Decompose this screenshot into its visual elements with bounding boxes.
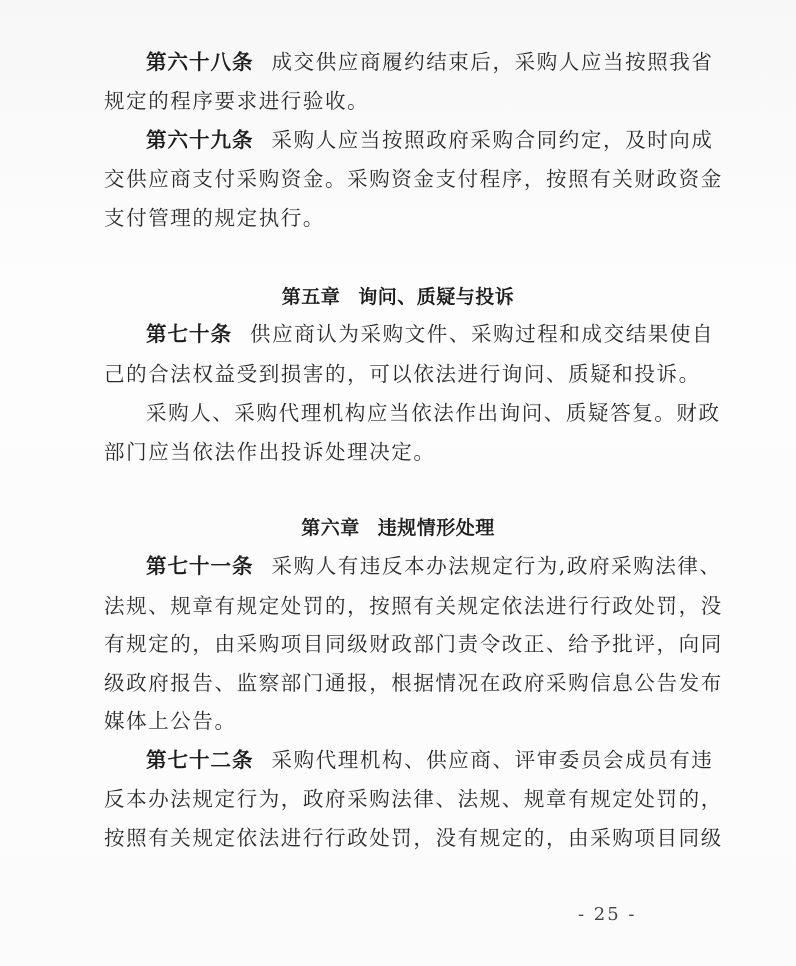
article-71-line-5: 媒体上公告。 <box>104 709 237 733</box>
article-70-line-2: 己的合法权益受到损害的，可以依法进行询问、质疑和投诉。 <box>104 362 701 386</box>
article-71-line-3: 有规定的，由采购项目同级财政部门责令改正、给予批评，向同 <box>104 632 723 656</box>
article-69-line-2: 交供应商支付采购资金。采购资金支付程序，按照有关财政资金 <box>104 167 723 191</box>
article-label: 第六十九条 <box>146 128 254 152</box>
article-72-line-3: 按照有关规定依法进行行政处罚，没有规定的，由采购项目同级 <box>104 826 723 850</box>
article-label: 第六十八条 <box>146 50 254 74</box>
article-68-line-2: 规定的程序要求进行验收。 <box>104 89 370 113</box>
article-71-line-1: 第七十一条 采购人有违反本办法规定行为,政府采购法律、 <box>146 554 722 578</box>
article-68-line-1: 第六十八条 成交供应商履约结束后，采购人应当按照我省 <box>146 50 714 74</box>
article-72-line-1: 第七十二条 采购代理机构、供应商、评审委员会成员有违 <box>146 748 714 772</box>
article-72-line-2: 反本办法规定行为，政府采购法律、法规、规章有规定处罚的， <box>104 787 723 811</box>
article-71-line-4: 级政府报告、监察部门通报，根据情况在政府采购信息公告发布 <box>104 671 723 695</box>
article-label: 第七十二条 <box>146 748 254 772</box>
article-label: 第七十条 <box>146 322 232 346</box>
article-69-line-1: 第六十九条 采购人应当按照政府采购合同约定，及时向成 <box>146 128 714 152</box>
paragraph-line-1: 采购人、采购代理机构应当依法作出询问、质疑答复。财政 <box>146 401 721 425</box>
paragraph-line-2: 部门应当依法作出投诉处理决定。 <box>104 440 436 464</box>
article-71-line-2: 法规、规章有规定处罚的，按照有关规定依法进行行政处罚，没 <box>104 594 723 618</box>
chapter-5-heading: 第五章 询问、质疑与投诉 <box>281 286 515 308</box>
article-label: 第七十一条 <box>146 554 254 578</box>
chapter-6-heading: 第六章 违规情形处理 <box>301 517 495 539</box>
page-number: - 25 - <box>578 904 637 925</box>
article-70-line-1: 第七十条 供应商认为采购文件、采购过程和成交结果使自 <box>146 322 715 346</box>
article-69-line-3: 支付管理的规定执行。 <box>104 206 325 230</box>
